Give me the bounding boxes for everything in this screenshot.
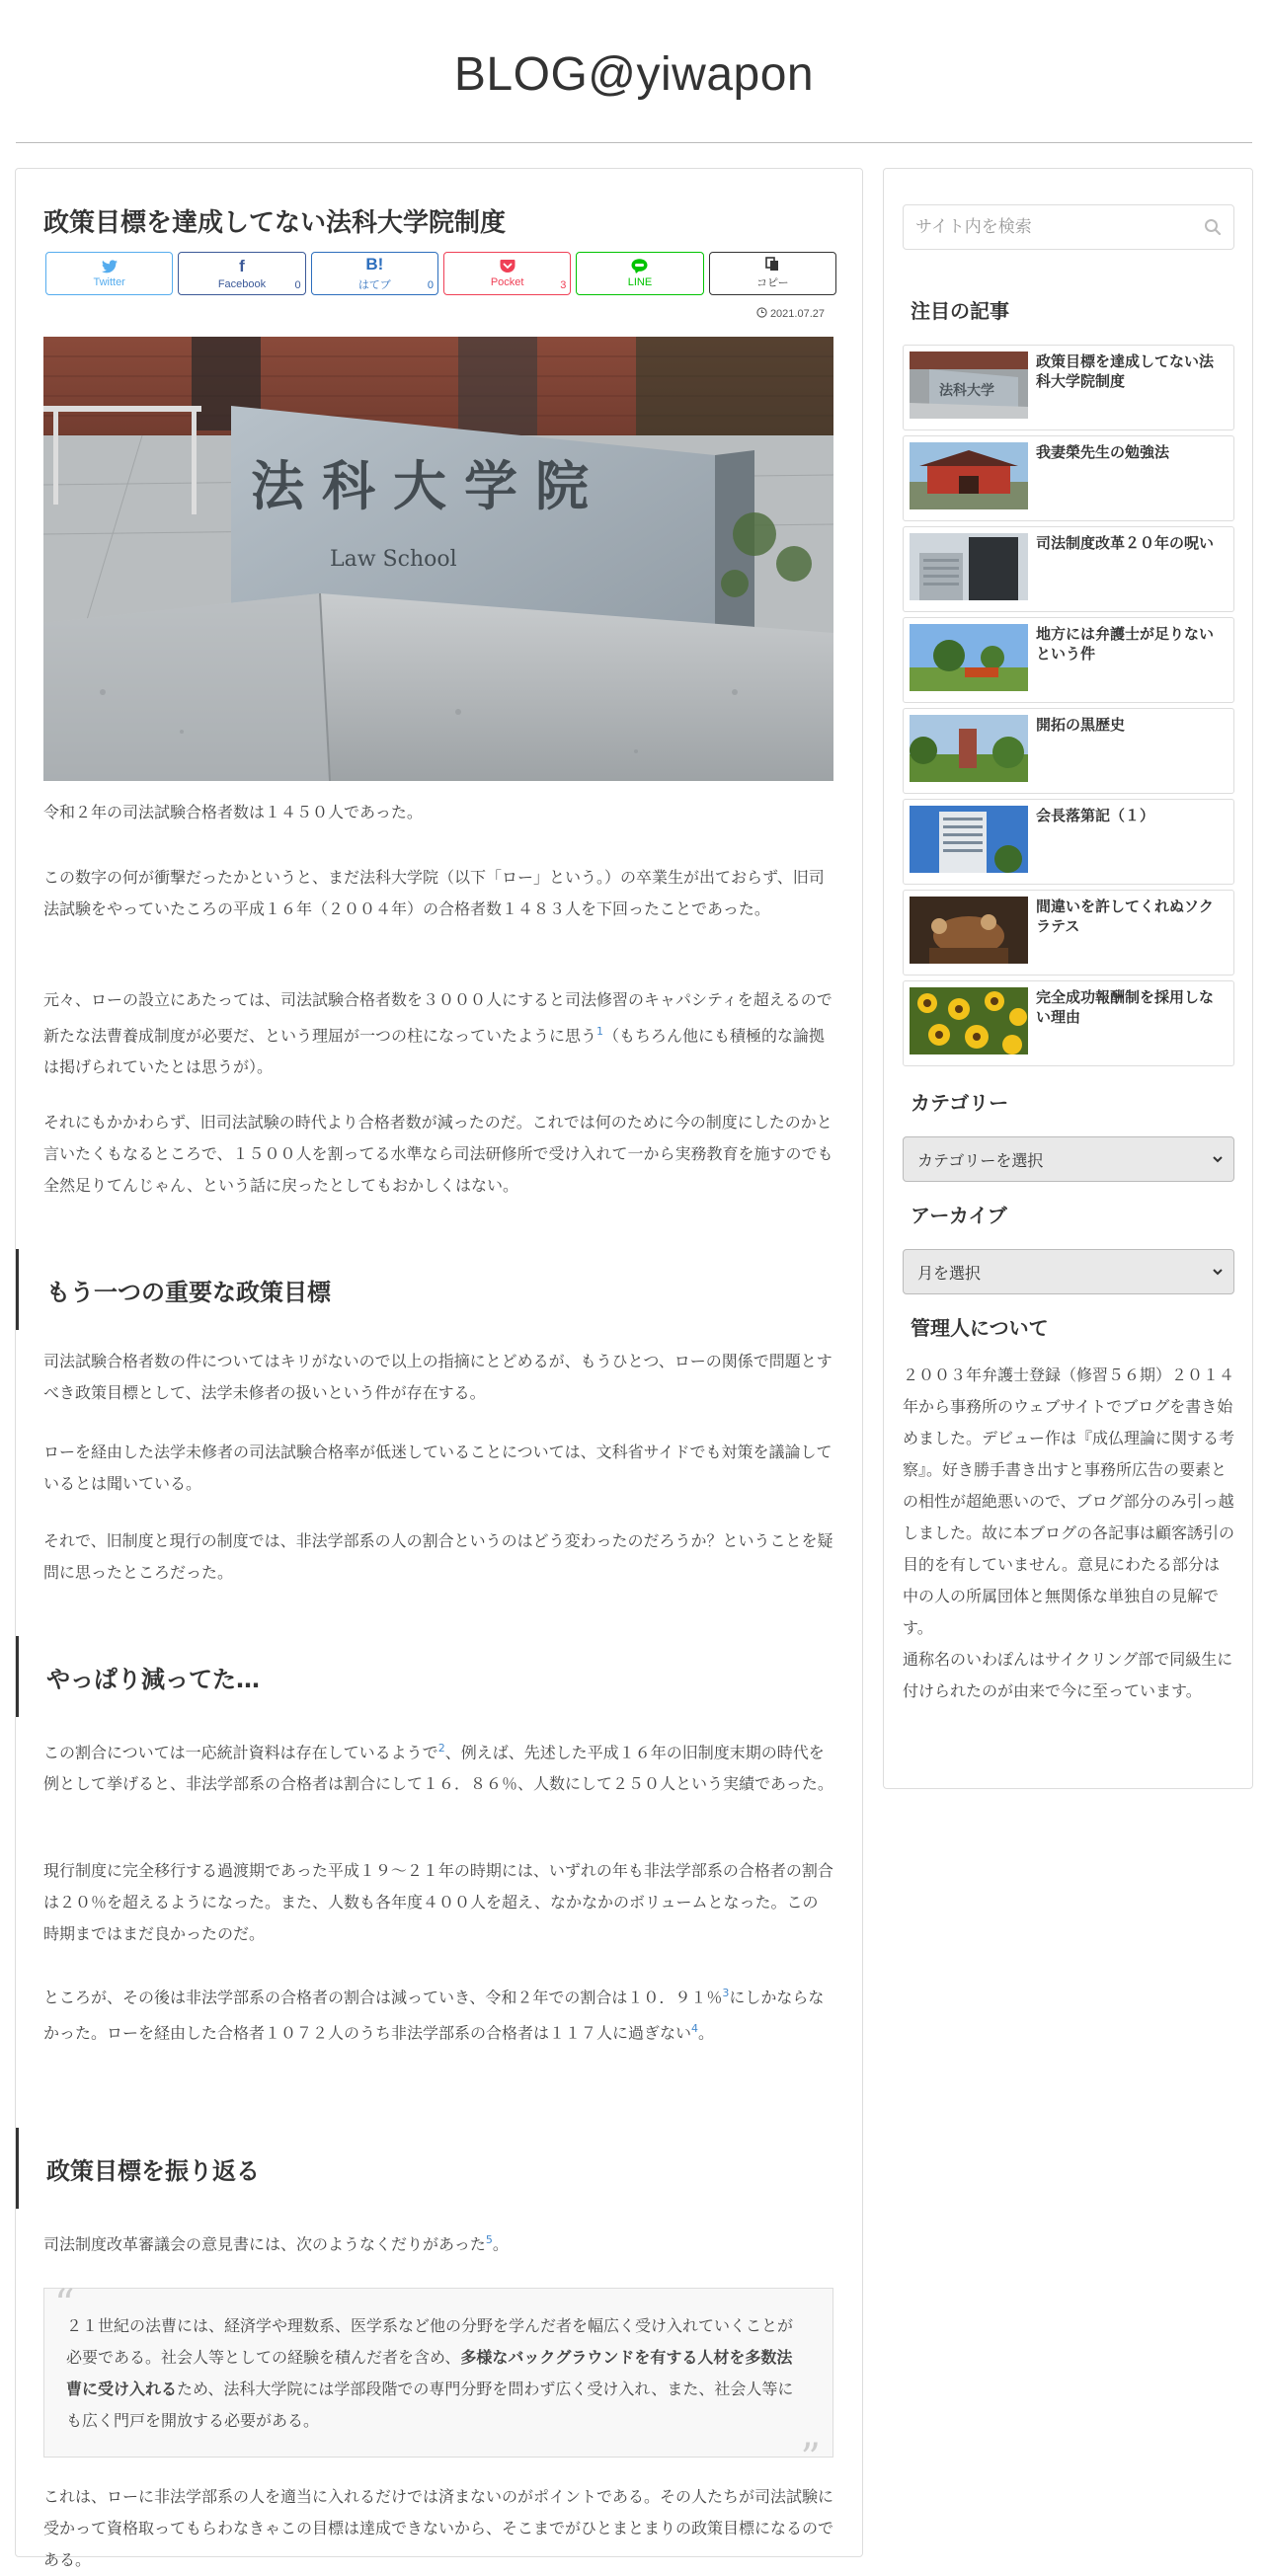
quote-open-icon: “ — [54, 2282, 75, 2327]
popular-title: 注目の記事 — [911, 299, 1009, 323]
share-line-label: LINE — [627, 276, 653, 288]
about-paragraph-2: 通称名のいわぽんはサイクリング部で同級生に付けられたのが由来で今に至っています。 — [903, 1650, 1233, 1700]
eyecatch-sign-text: 法科大学院 — [251, 454, 606, 517]
article-paragraph-7: それで、旧制度と現行の制度では、非法学部系の人の割合というのはどう変わったのだろうか？ということを疑問に思ったところだった。 — [43, 1531, 833, 1582]
search-box — [903, 204, 1234, 250]
article-paragraph-1: 令和２年の司法試験合格者数は１４５０人であった。 — [43, 803, 423, 821]
blockquote: “ ２１世紀の法曹には、経済学や理数系、医学系など他の分野を学んだ者を幅広く受け入れていくことが必要である。社会人等としての経験を積んだ者を含め、多様なバックグラウンドを有する人材を多数法曹に受け入れるため、法科大学院には学部段階での専門分野を問わず広く受け入れ、また、社会人等にも広く門戸を開放する必要がある。 ” — [43, 2288, 833, 2458]
popular-item-title: 地方には弁護士が足りないという件 — [1036, 625, 1215, 663]
archive-title: アーカイブ — [911, 1204, 1007, 1227]
clock-icon — [756, 307, 767, 318]
footnote-link-1[interactable]: 1 — [596, 1025, 604, 1038]
popular-thumb — [910, 442, 1028, 509]
popular-thumb — [910, 351, 1028, 419]
section-heading-1: もう一つの重要な政策目標 — [16, 1249, 864, 1330]
footnote-link-2[interactable]: 2 — [437, 1742, 445, 1755]
popular-item[interactable] — [903, 799, 1234, 885]
facebook-icon: f — [239, 257, 245, 275]
popular-thumb — [910, 715, 1028, 782]
line-icon — [631, 259, 648, 273]
site-header — [0, 0, 1268, 144]
about-paragraph-1: ２００３年弁護士登録（修習５６期）２０１４年から事務所のウェブサイトでブログを書き始めました。デビュー作は『成仏理論に関する考察』。好き勝手書き出すと事務所広告の要素との相性が超絶悪いので、ブログ部分のみ引っ越しました。故に本ブログの各記事は顧客誘引の目的を有していません。意見にわたる部分は中の人の所属団体と無関係な単独自の見解です。 — [903, 1366, 1235, 1637]
popular-item[interactable] — [903, 890, 1234, 976]
quote-emphasis: 多様なバックグラウンドを有する人材を多数法曹に受け入れる — [66, 2348, 793, 2398]
post-date — [756, 307, 825, 320]
header-divider — [16, 142, 1252, 143]
article-paragraph-11: 司法制度改革審議会の意見書には、次のようなくだりがあった$^5$。 — [43, 2233, 509, 2254]
popular-thumb — [910, 806, 1028, 873]
share-hatebu-count: 0 — [427, 279, 434, 291]
popular-thumb — [910, 624, 1028, 691]
article-paragraph-12: これは、ローに非法学部系の人を適当に入れるだけでは済まないのがポイントである。その人たちが司法試験に受かって資格取ってもらわなきゃこの目標は達成できないから、そこまでがひとまとまりの政策目標になるのである。 — [43, 2487, 834, 2569]
archive-select[interactable] — [903, 1249, 1234, 1294]
footnote-link-5[interactable]: 5 — [485, 2233, 493, 2246]
main-content — [15, 168, 863, 2569]
section-heading-3: 政策目標を振り返る — [16, 2128, 864, 2209]
share-pocket-count: 3 — [560, 279, 567, 291]
article-paragraph-3: 元々、ローの設立にあたっては、司法試験合格者数を３０００人にすると司法修習のキャパシティを超えるので新たな法曹養成制度が必要だ、という理屈が一つの柱になっていたように思う$^1$（もちろん他にも積極的な論拠は掲げられていたとは思うが）。 — [43, 990, 832, 1077]
share-pocket-label: Pocket — [490, 276, 524, 288]
article-paragraph-4: それにもかかわらず、旧司法試験の時代より合格者数が減ったのだ。これでは何のために今の制度にしたのかと言いたくもなるところで、１５００人を割ってる水準なら司法研修所で受け入れて一から実務教育を施すのでも全然足りてんじゃん、という話に戻ったとしてもおかしくはない。 — [43, 1113, 833, 1195]
pocket-icon — [500, 259, 515, 273]
eyecatch-image — [43, 337, 833, 781]
popular-item[interactable] — [903, 708, 1234, 794]
quote-close-icon: ” — [800, 2436, 821, 2481]
share-facebook-count: 0 — [294, 279, 301, 291]
share-pocket-button[interactable] — [443, 252, 571, 295]
article-title: 政策目標を達成してない法科大学院制度 — [43, 208, 507, 238]
share-twitter-label: Twitter — [93, 275, 125, 288]
popular-thumb — [910, 533, 1028, 600]
share-facebook-button[interactable] — [178, 252, 305, 295]
share-copy-button[interactable] — [709, 252, 836, 295]
popular-item[interactable] — [903, 980, 1234, 1066]
popular-item-title: 我妻榮先生の勉強法 — [1036, 443, 1170, 461]
popular-thumb — [910, 897, 1028, 964]
share-buttons — [45, 252, 836, 295]
copy-icon — [765, 257, 779, 272]
post-date-text: 2021.07.27 — [769, 308, 825, 320]
article-paragraph-2: この数字の何が衝撃だったかというと、まだ法科大学院（以下「ロー」という。）の卒業生が出ておらず、旧司法試験をやっていたころの平成１６年（２００４年）の合格者数１４８３人を下回ったことであった。 — [43, 868, 825, 918]
eyecatch-sign-subtext: Law School — [330, 547, 457, 572]
twitter-icon — [102, 260, 118, 273]
category-select-value: カテゴリーを選択 — [917, 1150, 1044, 1170]
popular-item[interactable] — [903, 617, 1234, 703]
site-title[interactable]: BLOG@yiwapon — [453, 48, 815, 101]
popular-item-title: 開拓の黒歴史 — [1036, 716, 1126, 734]
popular-item-title: 完全成功報酬制を採用しない理由 — [1036, 988, 1215, 1026]
share-hatebu-label: はてブ — [357, 279, 391, 291]
footnote-link-3[interactable]: 3 — [722, 1987, 730, 1999]
popular-item[interactable] — [903, 526, 1234, 612]
category-select[interactable] — [903, 1136, 1234, 1182]
about-text — [903, 1360, 1234, 1707]
popular-thumb — [910, 987, 1028, 1054]
archive-select-value: 月を選択 — [917, 1263, 982, 1283]
popular-item-title: 会長落第記（１） — [1036, 807, 1155, 824]
article-paragraph-9: 現行制度に完全移行する過渡期であった平成１９～２１年の時期には、いずれの年も非法学部系の合格者の割合は２０％を超えるようになった。また、人数も各年度４００人を超え、なかなかのボリュームとなった。この時期まではまだ良かったのだ。 — [43, 1861, 833, 1943]
popular-item[interactable] — [903, 345, 1234, 430]
search-input[interactable] — [904, 205, 1233, 249]
popular-item-title: 司法制度改革２０年の呪い — [1036, 534, 1215, 552]
chevron-down-icon — [1212, 1266, 1224, 1278]
search-icon[interactable] — [1204, 218, 1222, 236]
article-paragraph-10: ところが、その後は非法学部系の合格者の割合は減っていき、令和２年での割合は１０．９１％$^3$にしかならなかった。ローを経由した合格者１０７２人のうち非法学部系の合格者は１１７人に過ぎない$^4$。 — [43, 1987, 825, 2043]
share-hatebu-button[interactable] — [311, 252, 438, 295]
chevron-down-icon — [1212, 1153, 1224, 1165]
popular-list — [903, 345, 1234, 1071]
hatebu-icon: B! — [365, 255, 384, 273]
share-facebook-label: Facebook — [217, 278, 267, 290]
popular-item[interactable] — [903, 435, 1234, 521]
article-paragraph-8: この割合については一応統計資料は存在しているようで$^2$、例えば、先述した平成１６年の旧制度末期の時代を例として挙げると、非法学部系の合格者は割合にして１６．８６％、人数にして２５０人という実績であった。 — [43, 1742, 833, 1794]
popular-item-title: 政策目標を達成してない法科大学院制度 — [1036, 352, 1215, 390]
share-copy-label: コピー — [756, 277, 789, 289]
section-heading-2: やっぱり減ってた… — [16, 1636, 864, 1717]
popular-item-title: 間違いを許してくれぬソクラテス — [1036, 898, 1214, 935]
category-title: カテゴリー — [911, 1091, 1009, 1115]
share-twitter-button[interactable] — [45, 252, 173, 295]
share-line-button[interactable] — [576, 252, 703, 295]
sidebar — [883, 168, 1253, 1789]
article-paragraph-6: ローを経由した法学未修者の司法試験合格率が低迷していることについては、文科省サイドでも対策を議論しているとは聞いている。 — [43, 1443, 832, 1493]
about-title: 管理人について — [911, 1316, 1049, 1340]
footnote-link-4[interactable]: 4 — [691, 2022, 699, 2036]
article-paragraph-5: 司法試験合格者数の件についてはキリがないので以上の指摘にとどめるが、もうひとつ、ローの関係で問題とすべき政策目標として、法学未修者の扱いという件が存在する。 — [43, 1352, 832, 1402]
svg-text:法科大学: 法科大学 — [939, 383, 994, 399]
